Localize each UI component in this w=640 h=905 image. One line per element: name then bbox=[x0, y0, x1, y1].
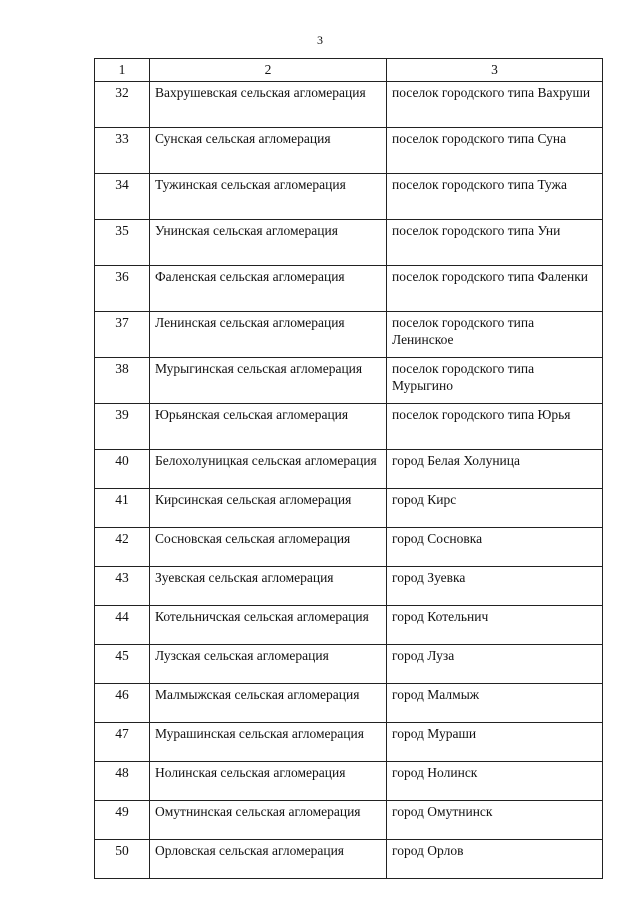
header-cell-number: 1 bbox=[95, 59, 150, 82]
table-row bbox=[95, 450, 603, 489]
row-number-cell: 38 bbox=[95, 358, 150, 404]
center-settlement-cell: город Мураши bbox=[387, 723, 603, 762]
row-number-cell: 48 bbox=[95, 762, 150, 801]
row-number-cell: 43 bbox=[95, 567, 150, 606]
agglomeration-name-cell: Малмыжская сельская агломерация bbox=[150, 684, 387, 723]
table-row bbox=[95, 489, 603, 528]
agglomeration-name-cell: Ленинская сельская агломерация bbox=[150, 312, 387, 358]
agglomeration-name-cell: Мурыгинская сельская агломерация bbox=[150, 358, 387, 404]
center-settlement-cell: город Зуевка bbox=[387, 567, 603, 606]
row-number-cell: 37 bbox=[95, 312, 150, 358]
row-number-cell: 35 bbox=[95, 220, 150, 266]
center-settlement-cell: город Омутнинск bbox=[387, 801, 603, 840]
center-settlement-cell: поселок городского типа Уни bbox=[387, 220, 603, 266]
center-settlement-cell: поселок городского типа Ленинское bbox=[387, 312, 603, 358]
table-row bbox=[95, 528, 603, 567]
center-settlement-cell: город Малмыж bbox=[387, 684, 603, 723]
row-number-cell: 33 bbox=[95, 128, 150, 174]
agglomeration-table bbox=[94, 58, 603, 879]
table-row bbox=[95, 645, 603, 684]
agglomeration-name-cell: Орловская сельская агломерация bbox=[150, 840, 387, 879]
table-row bbox=[95, 404, 603, 450]
row-number-cell: 41 bbox=[95, 489, 150, 528]
center-settlement-cell: город Сосновка bbox=[387, 528, 603, 567]
table-row bbox=[95, 220, 603, 266]
center-settlement-cell: поселок городского типа Суна bbox=[387, 128, 603, 174]
agglomeration-name-cell: Юрьянская сельская агломерация bbox=[150, 404, 387, 450]
agglomeration-name-cell: Нолинская сельская агломерация bbox=[150, 762, 387, 801]
row-number-cell: 44 bbox=[95, 606, 150, 645]
table-row bbox=[95, 82, 603, 128]
table-row bbox=[95, 723, 603, 762]
center-settlement-cell: город Белая Холуница bbox=[387, 450, 603, 489]
agglomeration-name-cell: Сосновская сельская агломерация bbox=[150, 528, 387, 567]
agglomeration-name-cell: Кирсинская сельская агломерация bbox=[150, 489, 387, 528]
center-settlement-cell: поселок городского типа Мурыгино bbox=[387, 358, 603, 404]
agglomeration-name-cell: Зуевская сельская агломерация bbox=[150, 567, 387, 606]
row-number-cell: 50 bbox=[95, 840, 150, 879]
table-row bbox=[95, 312, 603, 358]
table-row bbox=[95, 567, 603, 606]
center-settlement-cell: поселок городского типа Вахруши bbox=[387, 82, 603, 128]
agglomeration-name-cell: Вахрушевская сельская агломерация bbox=[150, 82, 387, 128]
center-settlement-cell: город Нолинск bbox=[387, 762, 603, 801]
agglomeration-name-cell: Фаленская сельская агломерация bbox=[150, 266, 387, 312]
center-settlement-cell: город Кирс bbox=[387, 489, 603, 528]
table-row bbox=[95, 128, 603, 174]
row-number-cell: 34 bbox=[95, 174, 150, 220]
center-settlement-cell: город Орлов bbox=[387, 840, 603, 879]
agglomeration-name-cell: Сунская сельская агломерация bbox=[150, 128, 387, 174]
page-number: 3 bbox=[317, 33, 323, 47]
agglomeration-name-cell: Мурашинская сельская агломерация bbox=[150, 723, 387, 762]
table-body bbox=[95, 82, 603, 879]
row-number-cell: 47 bbox=[95, 723, 150, 762]
row-number-cell: 39 bbox=[95, 404, 150, 450]
center-settlement-cell: город Луза bbox=[387, 645, 603, 684]
table-row bbox=[95, 266, 603, 312]
table-row bbox=[95, 684, 603, 723]
agglomeration-name-cell: Тужинская сельская агломерация bbox=[150, 174, 387, 220]
table-row bbox=[95, 762, 603, 801]
row-number-cell: 42 bbox=[95, 528, 150, 567]
table-header-row bbox=[95, 59, 603, 82]
center-settlement-cell: поселок городского типа Юрья bbox=[387, 404, 603, 450]
header-cell-agglomeration: 2 bbox=[150, 59, 387, 82]
agglomeration-name-cell: Белохолуницкая сельская агломерация bbox=[150, 450, 387, 489]
row-number-cell: 46 bbox=[95, 684, 150, 723]
agglomeration-name-cell: Омутнинская сельская агломерация bbox=[150, 801, 387, 840]
agglomeration-name-cell: Лузская сельская агломерация bbox=[150, 645, 387, 684]
table-row bbox=[95, 358, 603, 404]
agglomeration-name-cell: Унинская сельская агломерация bbox=[150, 220, 387, 266]
row-number-cell: 32 bbox=[95, 82, 150, 128]
center-settlement-cell: город Котельнич bbox=[387, 606, 603, 645]
row-number-cell: 45 bbox=[95, 645, 150, 684]
table-row bbox=[95, 840, 603, 879]
center-settlement-cell: поселок городского типа Фаленки bbox=[387, 266, 603, 312]
agglomeration-name-cell: Котельничская сельская агломерация bbox=[150, 606, 387, 645]
header-cell-center: 3 bbox=[387, 59, 603, 82]
table-row bbox=[95, 174, 603, 220]
center-settlement-cell: поселок городского типа Тужа bbox=[387, 174, 603, 220]
table-row bbox=[95, 606, 603, 645]
row-number-cell: 36 bbox=[95, 266, 150, 312]
row-number-cell: 49 bbox=[95, 801, 150, 840]
row-number-cell: 40 bbox=[95, 450, 150, 489]
table-row bbox=[95, 801, 603, 840]
